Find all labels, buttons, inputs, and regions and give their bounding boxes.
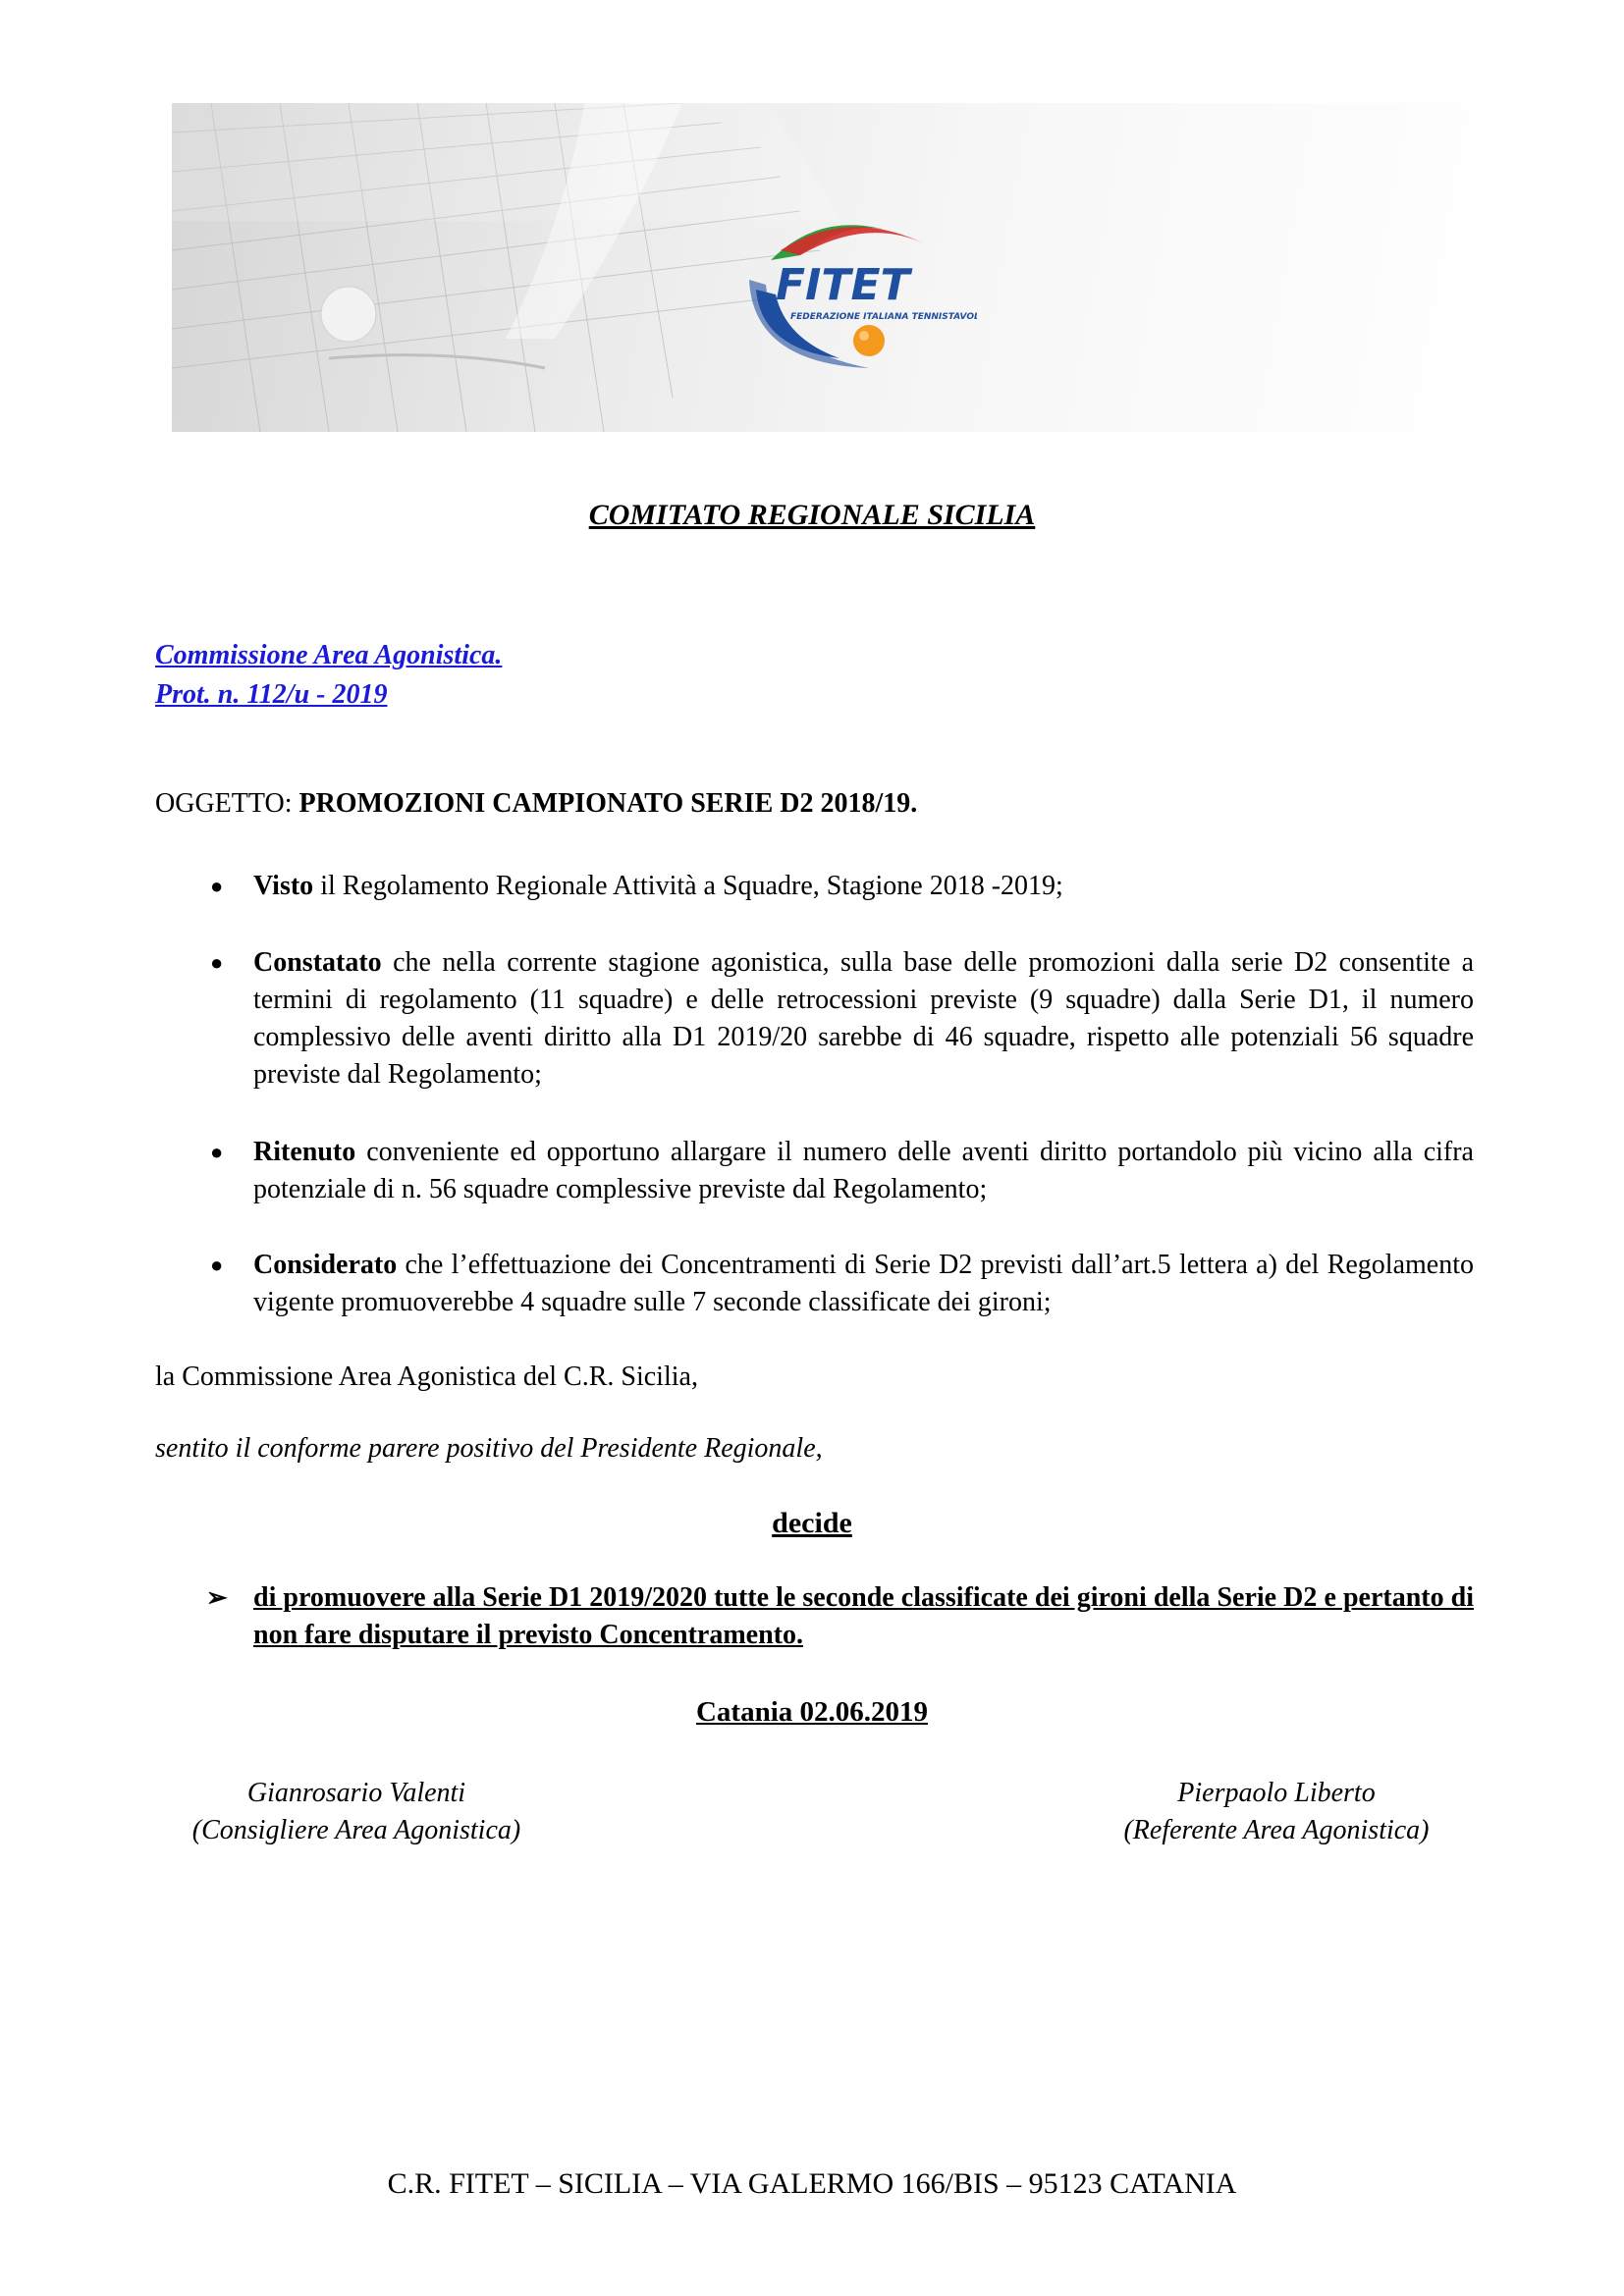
item-text: che nella corrente stagione agonistica, sulla base delle promozioni dalla serie D2 consentite a termini di regolamento (11 squadre) e delle retrocessioni previste (9 squadre) dalla Serie D1, il numero complessivo delle aventi diritto alla D1 2019/20 sarebbe di 46 squadre, rispetto alle potenziali 56 squadre previste dal Regolamento; (253, 947, 1474, 1090)
arrow-bullet-icon: ➢ (206, 1583, 228, 1612)
decision-item (206, 1579, 1474, 1654)
fitet-logo (731, 201, 977, 378)
commission-reference[interactable]: Commissione Area Agonistica. (155, 640, 503, 670)
item-lead: Ritenuto (253, 1137, 356, 1167)
page-title: COMITATO REGIONALE SICILIA (588, 499, 1036, 531)
heard-line: sentito il conforme parere positivo del Presidente Regionale, (155, 1433, 823, 1464)
item-lead: Considerato (253, 1250, 398, 1280)
list-item (210, 1134, 1474, 1208)
bullet-icon: ● (210, 874, 224, 898)
signatory-role: (Consigliere Area Agonistica) (191, 1815, 521, 1845)
item-text: il Regolamento Regionale Attività a Squadre, Stagione 2018 -2019; (313, 871, 1063, 901)
subject-text: PROMOZIONI CAMPIONATO SERIE D2 2018/19. (298, 788, 918, 819)
fitet-logo-subtext: FEDERAZIONE ITALIANA TENNISTAVOLO (790, 312, 977, 322)
commission-line: la Commissione Area Agonistica del C.R. Sicilia, (155, 1362, 698, 1392)
list-item (210, 944, 1474, 1094)
item-text: che l’effettuazione dei Concentramenti di Serie D2 previsti dall’art.5 lettera a) del Regolamento vigente promuoverebbe 4 squadre sulle 7 seconde classificate dei gironi; (253, 1250, 1474, 1317)
list-item (210, 868, 1474, 905)
decision-text: di promuovere alla Serie D1 2019/2020 tutte le seconde classificate dei gironi della Serie D2 e pertanto di non fare disputare il previsto Concentramento. (253, 1582, 1474, 1650)
header-banner (172, 103, 1517, 432)
subject-line (155, 788, 917, 820)
bullet-icon: ● (210, 950, 224, 975)
place-date: Catania 02.06.2019 (695, 1696, 929, 1728)
item-lead: Constatato (253, 947, 382, 978)
footer-address: C.R. FITET – SICILIA – VIA GALERMO 166/BIS – 95123 CATANIA (387, 2167, 1237, 2200)
bullet-icon: ● (210, 1253, 224, 1277)
signatory-role: (Referente Area Agonistica) (1123, 1815, 1430, 1845)
signatory-name: Gianrosario Valenti (246, 1778, 466, 1808)
fitet-logo-text: FITET (776, 260, 910, 310)
list-item (210, 1247, 1474, 1321)
signatory-name: Pierpaolo Liberto (1177, 1778, 1376, 1808)
signature-left (155, 1775, 558, 1849)
decide-heading: decide (772, 1507, 852, 1539)
item-lead: Visto (253, 871, 314, 901)
item-text: conveniente ed opportuno allargare il numero delle aventi diritto portandolo più vicino alla cifra potenziale di n. 56 squadre complessive previste dal Regolamento; (253, 1137, 1474, 1204)
subject-label: OGGETTO: (155, 788, 299, 819)
bullet-icon: ● (210, 1140, 224, 1164)
protocol-number[interactable]: Prot. n. 112/u - 2019 (155, 679, 388, 710)
signature-right (1080, 1775, 1473, 1849)
